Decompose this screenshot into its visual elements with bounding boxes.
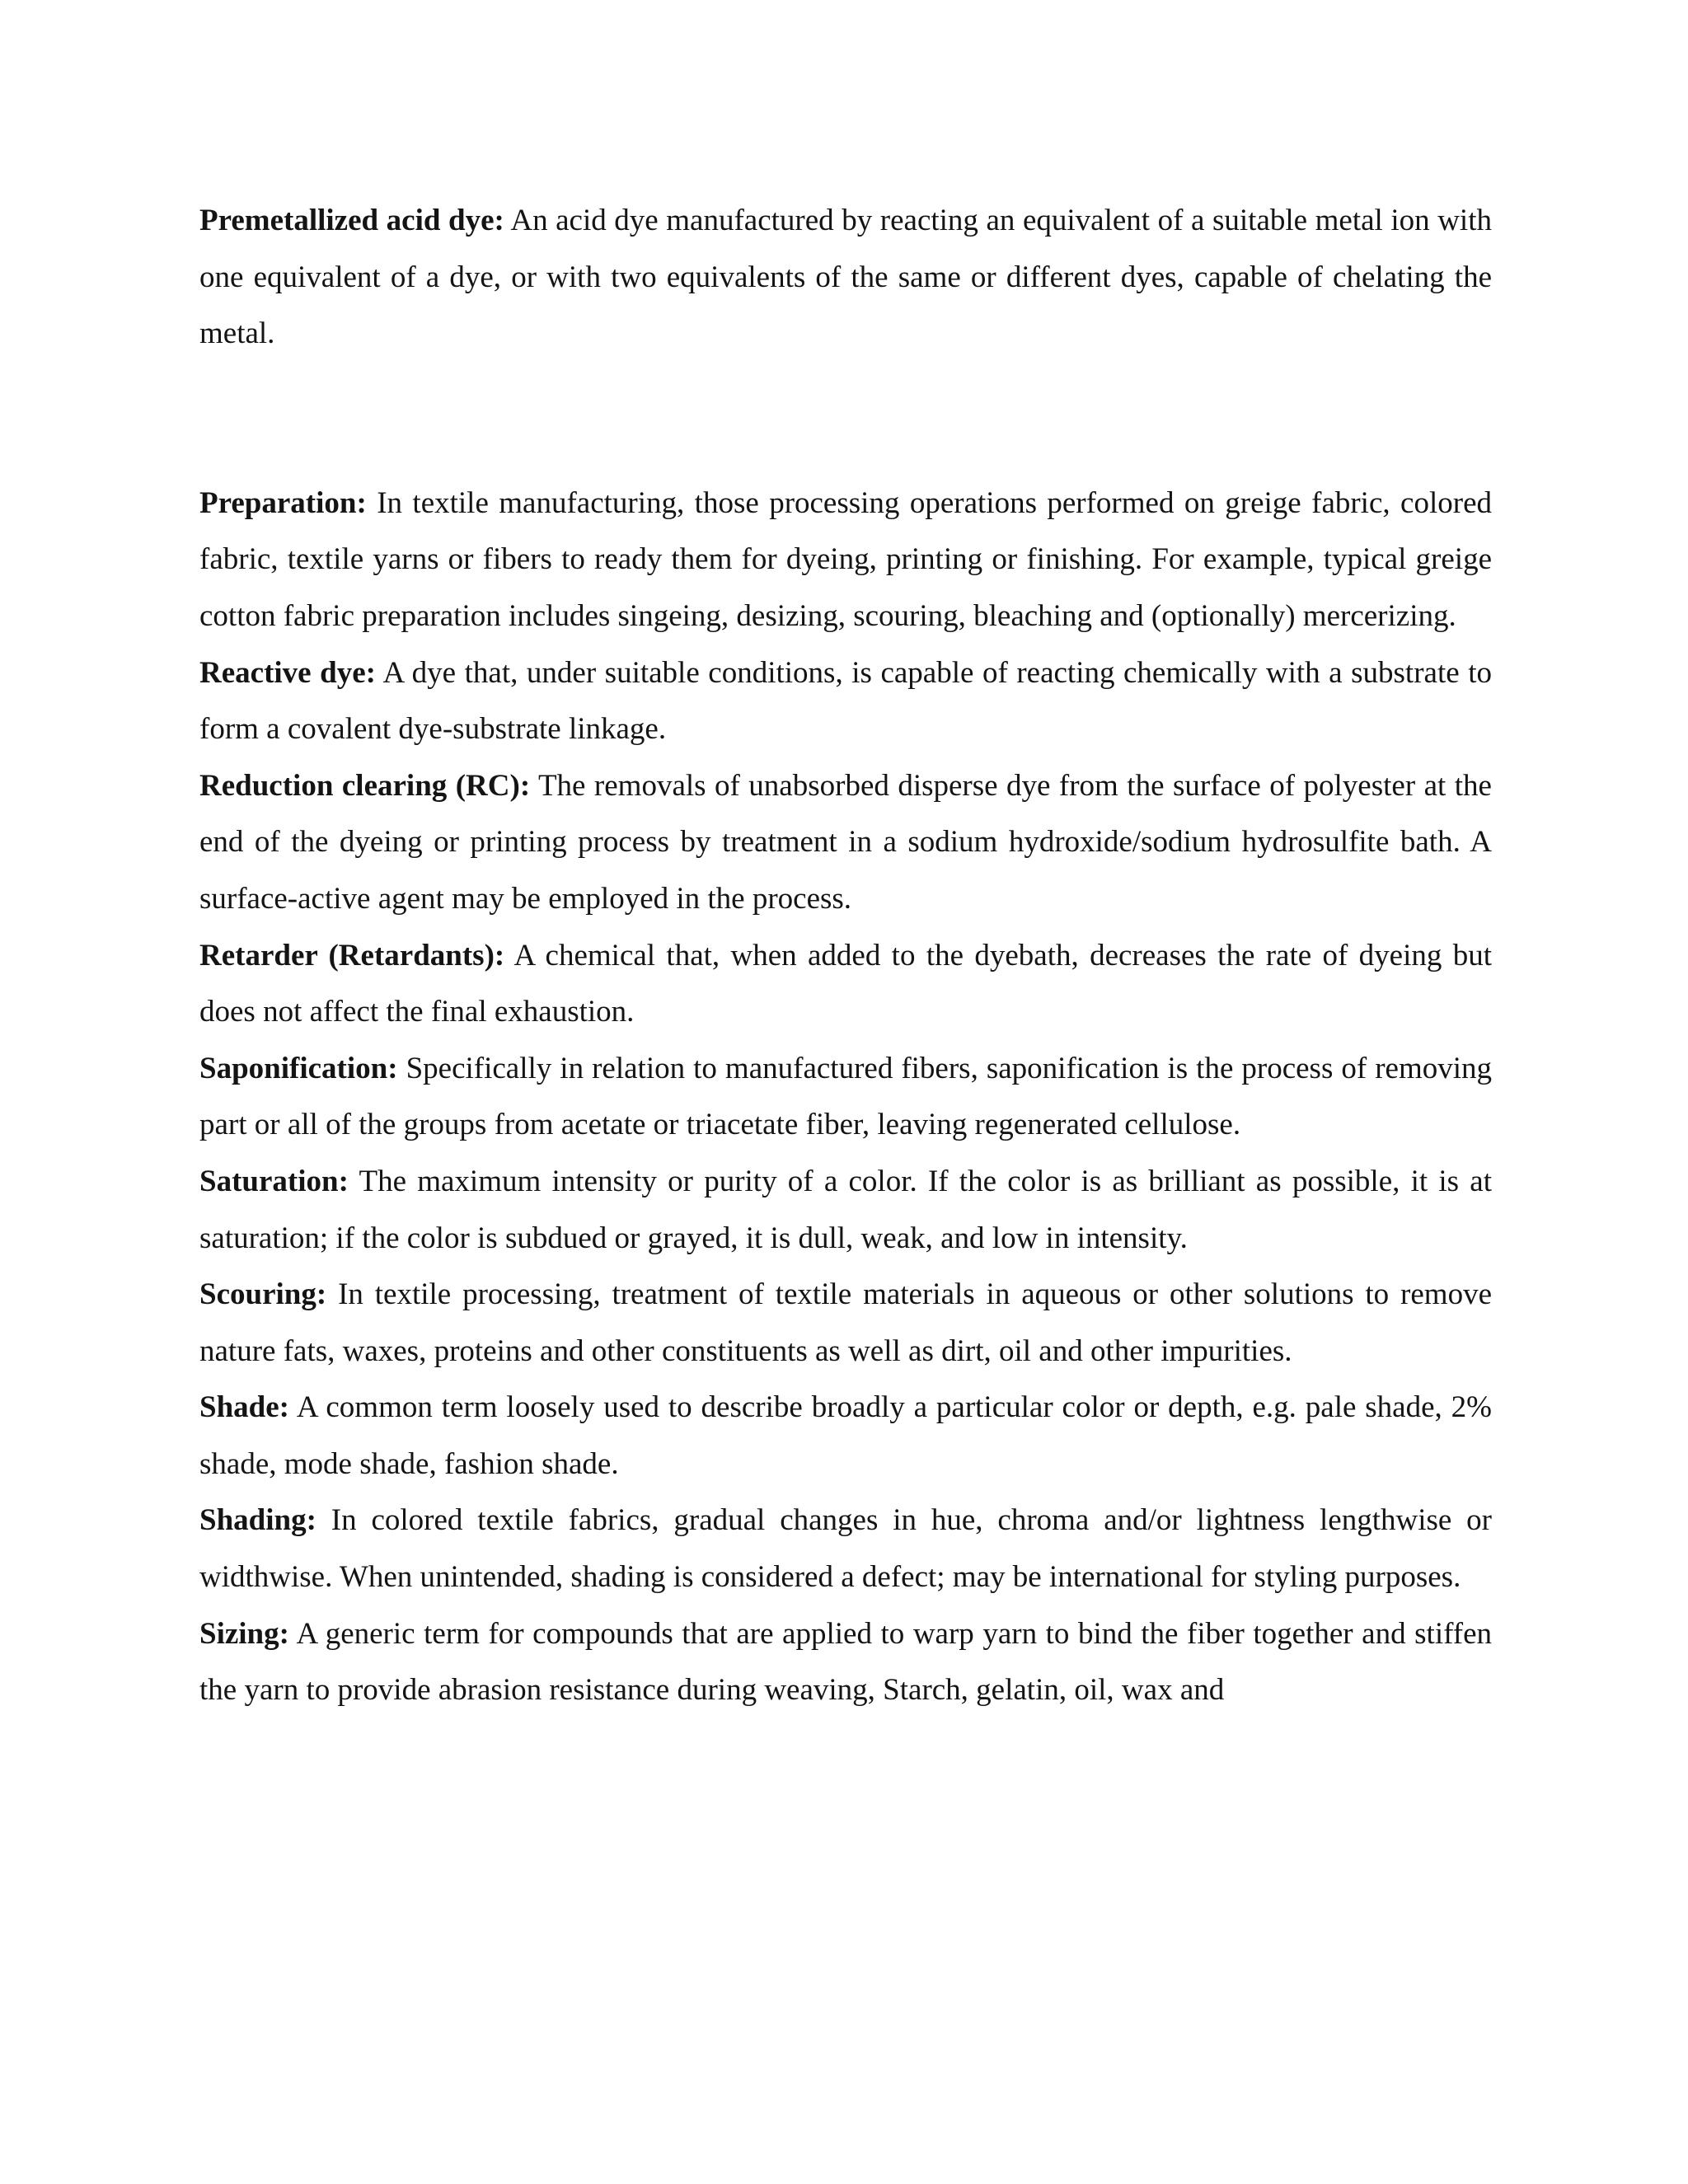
entry-term: Saturation: — [199, 1164, 349, 1198]
entry-term: Sizing: — [199, 1616, 289, 1651]
entry-definition: A generic term for compounds that are applied to warp yarn to bind the fiber together and stiffen the yarn to provide abrasion resistance during weaving, Starch, gelatin, oil, wax and — [199, 1616, 1492, 1708]
entry-definition: In colored textile fabrics, gradual changes in hue, chroma and/or lightness lengthwise or widthwise. When unintended, shading is considered a defect; may be international for styling purposes. — [199, 1503, 1493, 1595]
entry-term: Retarder (Retardants): — [199, 938, 505, 972]
entry-term: Saponification: — [199, 1051, 398, 1085]
entry-definition: In textile manufacturing, those processing operations performed on greige fabric, colored fabric, textile yarns or fibers to ready them for dyeing, printing or finishing. For example, typical greige cotton fabric preparation includes singeing, desizing, scouring, bleaching and (optionally) mercerizing. — [199, 485, 1492, 633]
entry-term: Shading: — [199, 1503, 316, 1538]
glossary-entry-reactive-dye — [199, 645, 1492, 758]
document-page — [199, 193, 1492, 1719]
entry-definition: A dye that, under suitable conditions, is capable of reacting chemically with a substrate to form a covalent dye-substrate linkage. — [199, 655, 1492, 747]
glossary-entry-shade — [199, 1380, 1492, 1493]
entry-term: Preparation: — [199, 485, 367, 520]
glossary-entry-sizing — [199, 1606, 1492, 1719]
glossary-entry-premetallized-acid-dye — [199, 193, 1492, 363]
entry-definition: Specifically in relation to manufactured fibers, saponification is the process of removing part or all of the groups from acetate or triacetate fiber, leaving regenerated cellulose. — [199, 1051, 1493, 1142]
entry-definition: The maximum intensity or purity of a color. If the color is as brilliant as possible, it is at saturation; if the color is subdued or grayed, it is dull, weak, and low in intensity. — [199, 1164, 1492, 1255]
glossary-entry-retarder — [199, 928, 1492, 1041]
entry-term: Reduction clearing (RC): — [199, 768, 531, 803]
glossary-entry-saponification — [199, 1041, 1492, 1154]
entry-definition: An acid dye manufactured by reacting an equivalent of a suitable metal ion with one equivalent of a dye, or with two equivalents of the same or different dyes, capable of chelating the metal. — [199, 204, 1492, 351]
glossary-entry-preparation — [199, 476, 1492, 645]
entry-term: Reactive dye: — [199, 655, 376, 690]
entry-definition: A common term loosely used to describe broadly a particular color or depth, e.g. pale shade, 2% shade, mode shade, fashion shade. — [199, 1390, 1492, 1481]
entry-definition: The removals of unabsorbed disperse dye from the surface of polyester at the end of the dyeing or printing process by treatment in a sodium hydroxide/sodium hydrosulfite bath. A surface-active agent may be employed in the process. — [199, 768, 1492, 916]
entry-definition: A chemical that, when added to the dyebath, decreases the rate of dyeing but does not affect the final exhaustion. — [199, 938, 1492, 1029]
glossary-entry-shading — [199, 1493, 1492, 1605]
entry-term: Scouring: — [199, 1277, 327, 1312]
entry-term: Premetallized acid dye: — [199, 204, 504, 237]
entry-definition: In textile processing, treatment of textile materials in aqueous or other solutions to remove nature fats, waxes, proteins and other constituents as well as dirt, oil and other impurities. — [199, 1277, 1493, 1368]
glossary-entry-saturation — [199, 1154, 1492, 1267]
glossary-entry-reduction-clearing — [199, 758, 1492, 928]
entry-term: Shade: — [199, 1390, 289, 1425]
glossary-entry-scouring — [199, 1267, 1492, 1380]
